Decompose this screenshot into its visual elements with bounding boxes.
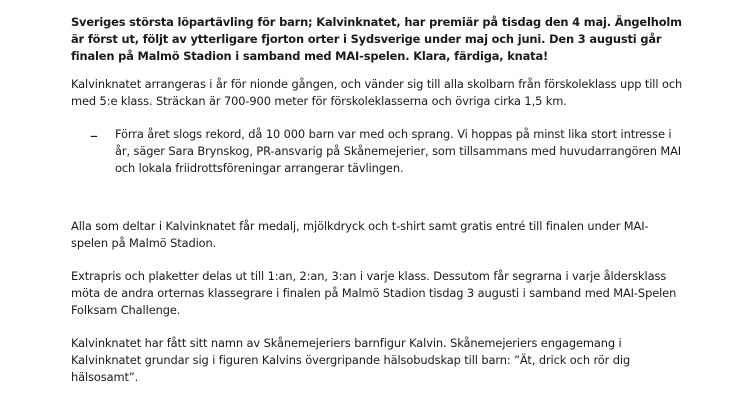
quote-dash: – bbox=[90, 126, 98, 145]
lead-paragraph: Sveriges största löpartävling för barn; Kalvinknatet, har premiär på tisdag den 4 maj. Ängelholm är först ut, följt av ytterligare fjorton orter i Sydsverige under maj och juni. Den 3 augusti går finalen på Malmö Stadion i samband med MAI-spelen. Klara, färdiga, knata! bbox=[71, 15, 682, 63]
quote-block bbox=[71, 126, 683, 177]
document-page bbox=[71, 14, 683, 402]
paragraph-extra-prizes: Extrapris och plaketter delas ut till 1:an, 2:an, 3:an i varje klass. Dessutom får segrarna i varje åldersklass möta de andra orternas klassegrare i finalen på Malmö Stadion tisdag 3 augusti i samband med MAI-Spelen Folksam Challenge. bbox=[71, 269, 677, 317]
paragraph-name-origin: Kalvinknatet har fått sitt namn av Skånemejeriers barnfigur Kalvin. Skånemejeriers engagemang i Kalvinknatet grundar sig i figuren Kalvins övergripande hälsobudskap till barn: ”Ät, drick och rör dig hälsosamt”. bbox=[71, 336, 631, 384]
paragraph-intro: Kalvinknatet arrangeras i år för nionde gången, och vänder sig till alla skolbarn från förskoleklass upp till och med 5:e klass. Sträckan är 700-900 meter för förskoleklasserna och övriga cirka 1,5 km. bbox=[71, 77, 683, 108]
quote-text: Förra året slogs rekord, då 10 000 barn var med och sprang. Vi hoppas på minst lika stort intresse i år, säger Sara Brynskog, PR-ansvarig på Skånemejerier, som tillsammans med huvudarrangören MAI och lokala friidrottsföreningar arrangerar tävlingen. bbox=[115, 127, 682, 175]
paragraph-prizes-participants: Alla som deltar i Kalvinknatet får medalj, mjölkdryck och t-shirt samt gratis entré till finalen under MAI-spelen på Malmö Stadion. bbox=[71, 219, 649, 250]
